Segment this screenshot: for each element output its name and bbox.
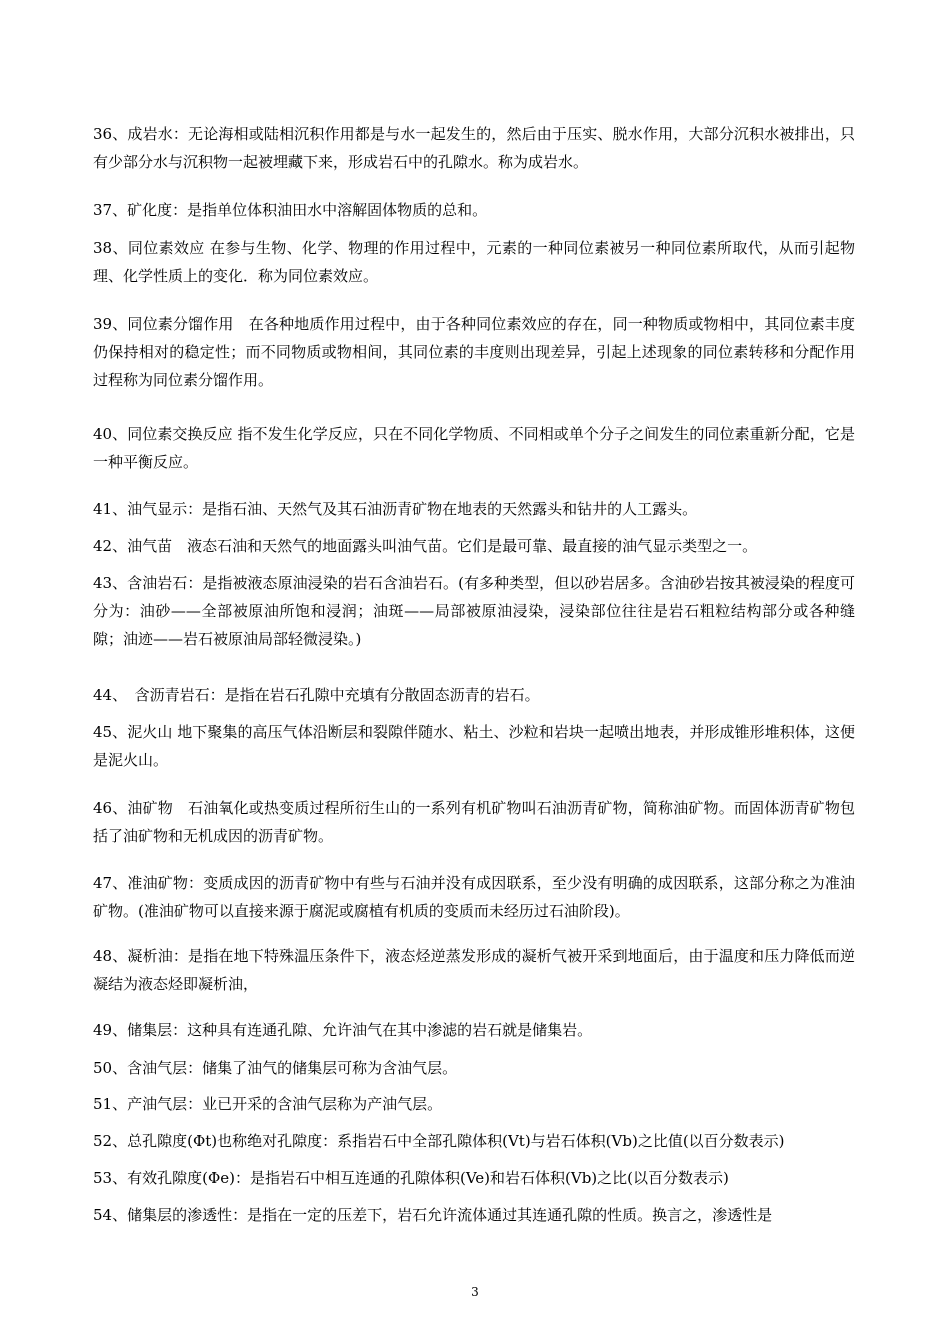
entry-42: 42、油气苗 液态石油和天然气的地面露头叫油气苗。它们是最可靠、最直接的油气显示类型之一。 xyxy=(93,537,758,555)
entry-45: 45、泥火山 地下聚集的高压气体沿断层和裂隙伴随水、粘土、沙粒和岩块一起喷出地表，并形成锥形堆积体，这便是泥火山。 xyxy=(93,723,855,769)
page-number: 3 xyxy=(471,1285,479,1299)
entry-50: 50、含油气层：储集了油气的储集层可称为含油气层。 xyxy=(93,1059,458,1077)
entry-37: 37、矿化度：是指单位体积油田水中溶解固体物质的总和。 xyxy=(93,201,488,219)
entry-53: 53、有效孔隙度(Φe)：是指岩石中相互连通的孔隙体积(Ve)和岩石体积(Vb)之比(以百分数表示) xyxy=(93,1169,729,1187)
entry-54: 54、储集层的渗透性：是指在一定的压差下，岩石允许流体通过其连通孔隙的性质。换言之，渗透性是 xyxy=(93,1206,773,1224)
entry-44: 44、 含沥青岩石：是指在岩石孔隙中充填有分散固态沥青的岩石。 xyxy=(93,686,540,704)
entry-46: 46、油矿物 石油氧化或热变质过程所衍生山的一系列有机矿物叫石油沥青矿物，简称油矿物。而固体沥青矿物包括了油矿物和无机成因的沥青矿物。 xyxy=(93,799,855,845)
entry-36: 36、成岩水：无论海相或陆相沉积作用都是与水一起发生的，然后由于压实、脱水作用，大部分沉积水被排出，只有少部分水与沉积物一起被埋藏下来，形成岩石中的孔隙水。称为成岩水。 xyxy=(93,125,855,171)
entry-40: 40、同位素交换反应 指不发生化学反应，只在不同化学物质、不同相或单个分子之间发生的同位素重新分配，它是一种平衡反应。 xyxy=(93,425,855,471)
entry-43: 43、含油岩石：是指被液态原油浸染的岩石含油岩石。(有多种类型，但以砂岩居多。含油砂岩按其被浸染的程度可分为：油砂——全部被原油所饱和浸润；油斑——局部被原油浸染，浸染部位往往是岩石粗粒结构部分或各种缝隙；油迹——岩石被原油局部轻微浸染。) xyxy=(93,574,855,648)
entry-52: 52、总孔隙度(Φt)也称绝对孔隙度：系指岩石中全部孔隙体积(Vt)与岩石体积(Vb)之比值(以百分数表示) xyxy=(93,1132,785,1150)
entry-48: 48、凝析油：是指在地下特殊温压条件下，液态烃逆蒸发形成的凝析气被开采到地面后，由于温度和压力降低而逆凝结为液态烃即凝析油， xyxy=(93,947,855,993)
entry-47: 47、准油矿物：变质成因的沥青矿物中有些与石油并没有成因联系，至少没有明确的成因联系，这部分称之为准油矿物。(准油矿物可以直接来源于腐泥或腐植有机质的变质而未经历过石油阶段)。 xyxy=(93,874,855,920)
entry-49: 49、储集层：这种具有连通孔隙、允许油气在其中渗滤的岩石就是储集岩。 xyxy=(93,1021,593,1039)
entry-39: 39、同位素分馏作用 在各种地质作用过程中，由于各种同位素效应的存在，同一种物质或物相中，其同位素丰度仍保持相对的稳定性；而不同物质或物相间，其同位素的丰度则出现差异，引起上述现象的同位素转移和分配作用过程称为同位素分馏作用。 xyxy=(93,315,855,389)
entry-41: 41、油气显示：是指石油、天然气及其石油沥青矿物在地表的天然露头和钻井的人工露头。 xyxy=(93,500,698,518)
entry-38: 38、同位素效应 在参与生物、化学、物理的作用过程中，元素的一种同位素被另一种同位素所取代，从而引起物理、化学性质上的变化．称为同位素效应。 xyxy=(93,239,855,285)
entry-51: 51、产油气层：业已开采的含油气层称为产油气层。 xyxy=(93,1095,443,1113)
